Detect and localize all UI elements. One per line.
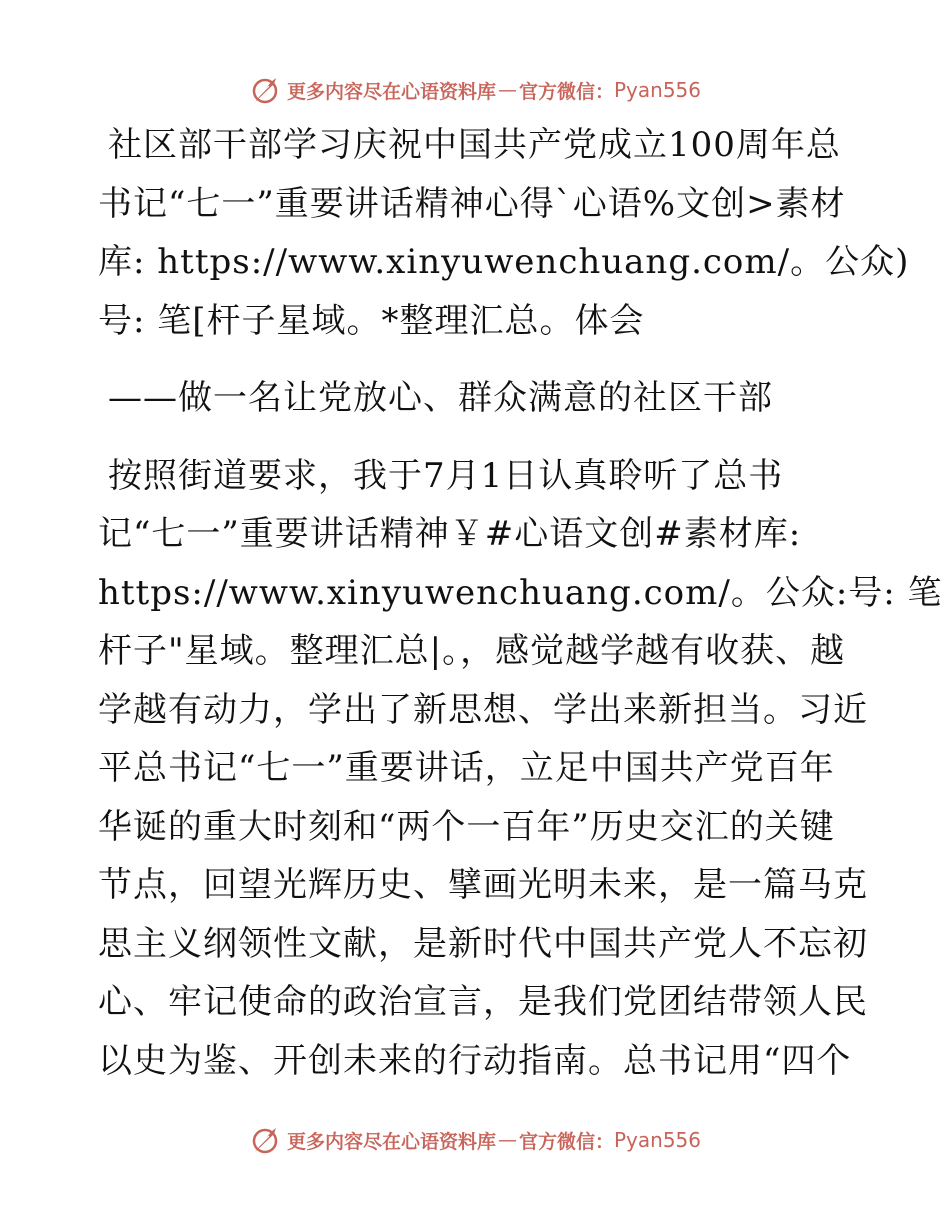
footer-watermark-banner xyxy=(0,1120,950,1160)
document-title xyxy=(98,116,910,350)
body-line: 思主义纲领性文献，是新时代中国共产党人不忘初 xyxy=(98,923,868,964)
body-line: 平总书记“七一”重要讲话，立足中国共产党百年 xyxy=(98,748,835,788)
body-line: 心、牢记使命的政治宣言，是我们党团结带领人民 xyxy=(98,982,868,1022)
quill-pen-logo-icon xyxy=(249,74,281,106)
body-line: 按照街道要求，我于7月1日认真聆听了总书 xyxy=(108,455,784,496)
wechat-label: 官方微信： xyxy=(518,1130,614,1153)
site-name-text: 更多内容尽在心语资料库 xyxy=(286,1130,496,1153)
body-line: 记“七一”重要讲话精神￥#心语文创#素材库: xyxy=(98,514,802,554)
separator-text: — xyxy=(497,1129,517,1151)
site-name-text: 更多内容尽在心语资料库 xyxy=(286,80,496,103)
title-line: 社区部干部学习庆祝中国共产党成立100周年总 xyxy=(108,125,841,165)
title-line: 库: https://www.xinyuwenchuang.com/。公众) xyxy=(98,242,910,282)
wechat-id: Pyan556 xyxy=(614,78,702,102)
title-line: 书记“七一”重要讲话精神心得`心语%文创>素材 xyxy=(98,183,846,224)
document-body xyxy=(98,116,943,1090)
quill-pen-logo-icon xyxy=(249,1124,281,1156)
wechat-label: 官方微信： xyxy=(518,80,614,103)
body-line: 学越有动力，学出了新思想、学出来新担当。习近 xyxy=(98,689,868,730)
title-line: 号: 笔[杆子星域。*整理汇总。体会 xyxy=(98,300,645,341)
body-line: 华诞的重大时刻和“两个一百年”历史交汇的关键 xyxy=(98,806,835,847)
body-line: 杆子"星域。整理汇总|。，感觉越学越有收获、越 xyxy=(98,631,846,671)
document-subtitle: ——做一名让党放心、群众满意的社区干部 xyxy=(108,378,773,418)
body-line: 以史为鉴、开创未来的行动指南。总书记用“四个 xyxy=(98,1040,852,1081)
body-line: https://www.xinyuwenchuang.com/。公众:号: 笔 xyxy=(98,572,943,613)
header-watermark-banner xyxy=(0,70,950,110)
body-line: 节点，回望光辉历史、擘画光明未来，是一篇马克 xyxy=(98,865,868,905)
wechat-id: Pyan556 xyxy=(614,1128,702,1152)
separator-text: — xyxy=(497,79,517,101)
body-paragraph xyxy=(98,447,943,1091)
